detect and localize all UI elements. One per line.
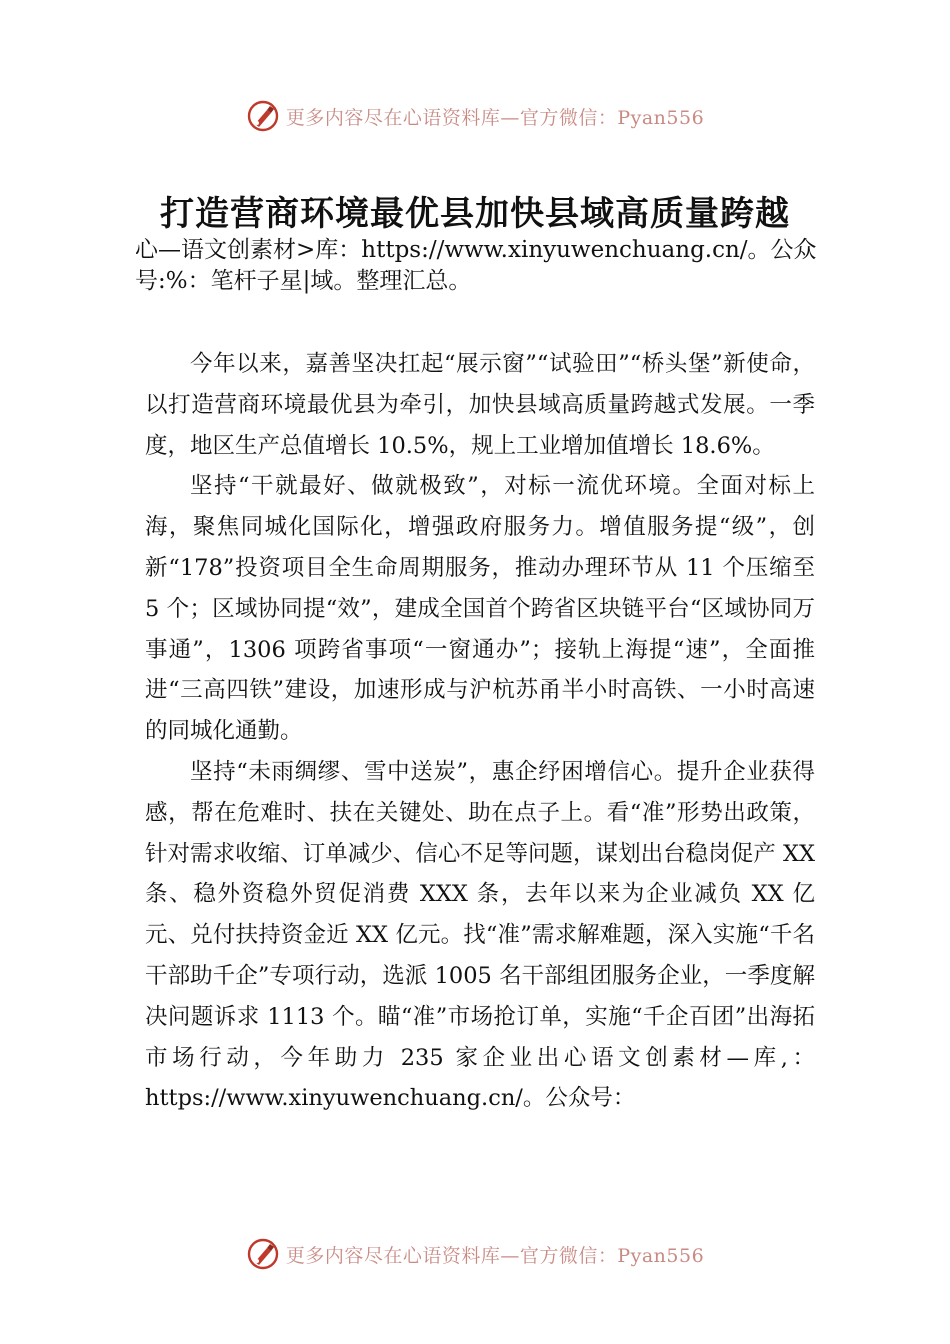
document-body bbox=[145, 344, 815, 1119]
pen-logo-icon bbox=[246, 1237, 280, 1271]
document-title: 打造营商环境最优县加快县域高质量跨越 bbox=[160, 194, 790, 234]
header-banner-text: 更多内容尽在心语资料库—官方微信：Pyan556 bbox=[285, 106, 705, 129]
pen-logo-icon bbox=[246, 99, 280, 133]
footer-banner bbox=[0, 1234, 950, 1274]
paragraph-3: 坚持“未雨绸缪、雪中送炭”，惠企纾困增信心。提升企业获得感，帮在危难时、扶在关键处、助在点子上。看“准”形势出政策，针对需求收缩、订单减少、信心不足等问题，谋划出台稳岗促产 XX 条、稳外资稳外贸促消费 XXX 条，去年以来为企业减负 XX 亿元、兑付扶持资金近 XX 亿元。找“准”需求解难题，深入实施“千名干部助千企”专项行动，选派 1005 名干部组团服务企业，一季度解决问题诉求 1113 个。瞄“准”市场抢订单，实施“千企百团”出海拓市场行动，今年助力 235 家企业出心语文创素材—库,：https://www.xinyuwenchuang.cn/。公众号： bbox=[145, 758, 815, 1112]
source-line: 心—语文创素材>库：https://www.xinyuwenchuang.cn/。公众号:%：笔杆子星|域。整理汇总。 bbox=[135, 237, 817, 294]
header-banner bbox=[0, 96, 950, 136]
footer-banner-text: 更多内容尽在心语资料库—官方微信：Pyan556 bbox=[285, 1244, 705, 1267]
paragraph-2: 坚持“干就最好、做就极致”，对标一流优环境。全面对标上海，聚焦同城化国际化，增强政府服务力。增值服务提“级”，创新“178”投资项目全生命周期服务，推动办理环节从 11 个压缩至 5 个；区域协同提“效”，建成全国首个跨省区块链平台“区域协同万事通”，1306 项跨省事项“一窗通办”；接轨上海提“速”，全面推进“三高四铁”建设，加速形成与沪杭苏甬半小时高铁、一小时高速的同城化通勤。 bbox=[145, 473, 815, 745]
paragraph-1: 今年以来，嘉善坚决扛起“展示窗”“试验田”“桥头堡”新使命，以打造营商环境最优县为牵引，加快县域高质量跨越式发展。一季度，地区生产总值增长 10.5%，规上工业增加值增长 18.6%。 bbox=[145, 351, 815, 459]
